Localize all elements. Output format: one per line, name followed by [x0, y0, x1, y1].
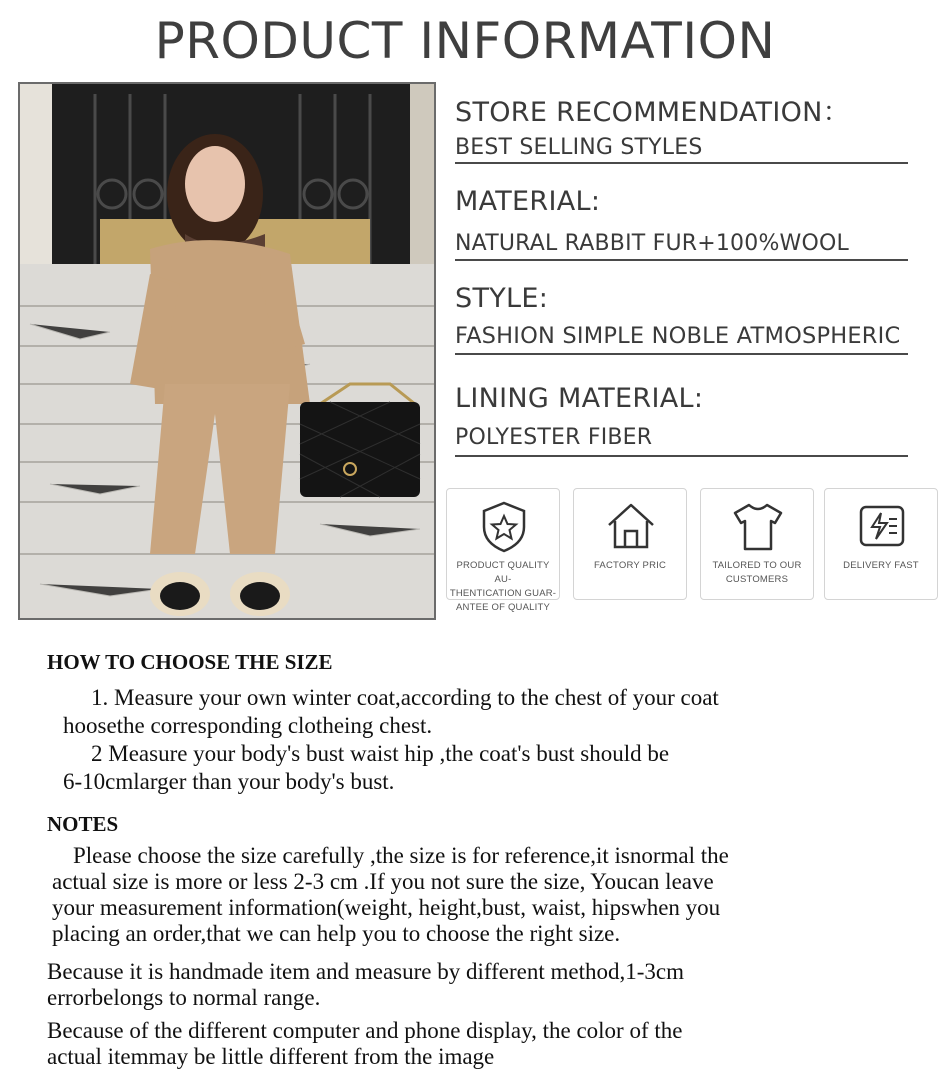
style-value: FASHION SIMPLE NOBLE ATMOSPHERIC [455, 323, 901, 349]
lining-material-label: LINING MATERIAL: [455, 383, 704, 414]
notes-line: actual size is more or less 2-3 cm .If you not sure the size, Youcan leave [52, 869, 714, 894]
notes-line: Please choose the size carefully ,the size is for reference,it isnormal the [73, 843, 729, 868]
notes-line: Because of the different computer and phone display, the color of the [47, 1018, 683, 1043]
material-label: MATERIAL: [455, 186, 601, 217]
feature-label-line: TAILORED TO OUR [712, 560, 802, 571]
feature-label-line: CUSTOMERS [725, 574, 789, 585]
feature-label-line: ANTEE OF QUALITY [456, 602, 550, 613]
notes-heading: NOTES [47, 812, 119, 836]
store-recommendation-value: BEST SELLING STYLES [455, 135, 703, 160]
notes-line: Because it is handmade item and measure by different method,1-3cm [47, 959, 684, 984]
feature-label-line: FACTORY PRIC [593, 560, 667, 571]
size-guide-heading: HOW TO CHOOSE THE SIZE [47, 650, 333, 674]
notes-line: errorbelongs to normal range. [47, 985, 321, 1010]
feature-card-tailored [700, 488, 814, 600]
divider [455, 455, 908, 457]
feature-label-line: DELIVERY FAST [843, 560, 919, 571]
shield-star-icon [477, 499, 531, 553]
style-label: STYLE: [455, 283, 549, 314]
feature-card-factory-price [573, 488, 687, 600]
size-guide-line: 2 Measure your body's bust waist hip ,the coat's bust should be [91, 741, 670, 766]
divider [455, 162, 908, 164]
page-title: PRODUCT INFORMATION [154, 12, 776, 70]
product-photo [18, 82, 436, 620]
feature-label-line: PRODUCT QUALITY AU- [456, 560, 550, 585]
feature-label-line: THENTICATION GUAR- [449, 588, 557, 599]
factory-house-icon [604, 499, 658, 553]
lining-material-value: POLYESTER FIBER [455, 425, 653, 450]
feature-card-quality [446, 488, 560, 613]
size-guide-line: hoosethe corresponding clotheing chest. [63, 713, 433, 738]
size-guide-line: 6-10cmlarger than your body's bust. [63, 769, 395, 794]
notes-line: actual itemmay be little different from the image [47, 1044, 495, 1069]
store-recommendation-label: STORE RECOMMENDATION： [455, 97, 850, 128]
material-value: NATURAL RABBIT FUR+100%WOOL [455, 231, 849, 256]
feature-card-delivery [824, 488, 938, 600]
tshirt-icon [731, 499, 785, 553]
divider [455, 259, 908, 261]
divider [455, 353, 908, 355]
notes-line: placing an order,that we can help you to choose the right size. [52, 921, 621, 946]
size-guide-line: 1. Measure your own winter coat,according to the chest of your coat [91, 685, 719, 710]
notes-line: your measurement information(weight, height,bust, waist, hipswhen you [52, 895, 721, 920]
delivery-lightning-icon [855, 499, 909, 553]
